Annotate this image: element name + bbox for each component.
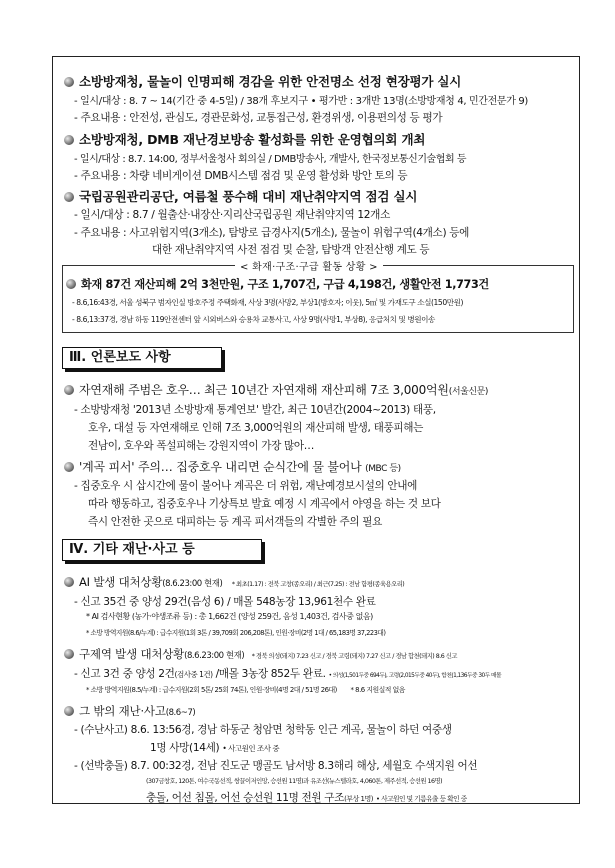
- sub-line: - 주요내용 : 사고위험지역(3개소), 탐방로 급경사지(5개소), 물놀이 위험구역(4개소) 등에: [74, 227, 470, 239]
- sub-line: - 주요내용 : 안전성, 관심도, 경관문화성, 교통접근성, 환경위생, 이용편의성 등 평가: [74, 112, 443, 124]
- sub-line: * 소방 방역지원(8.5/누계) : 급수지원(2회 5톤/ 25회 74톤), 인원·장비(4명 2대 / 51명 26대) * 8.6 지원실적 없음: [86, 686, 405, 694]
- sub-line: 즉시 안전한 곳으로 대피하는 등 계곡 피서객들의 각별한 주의 필요: [88, 516, 383, 528]
- fmd-response-status: 구제역 발생 대처상황(8.6.23:00 현재) * 경북 의성(돼지) 7.23 신고 / 경북 고령(돼지) 7.27 신고 / 경남 합천(돼지) 8.6 신고: [64, 646, 457, 662]
- bullet-safety-spot-evaluation: 소방방재청, 물놀이 인명피해 경감을 위한 안전명소 선정 현장평가 실시: [64, 72, 461, 90]
- bullet-icon: [64, 385, 74, 395]
- rescue-line: - 8.6,16:43경, 서울 성북구 범자인실 방호주정 주택화재, 사상 3명(사망2, 부상1(방호자; 이웃), 5㎡ 및 가재도구 소실(150만원): [72, 298, 463, 307]
- sub-line: - 소방방재청 '2013년 소방방재 통계연보' 발간, 최근 10년간(2004~2013) 태풍,: [74, 404, 436, 416]
- news-item-natural-disaster: 자연재해 주범은 호우… 최근 10년간 자연재해 재산피해 7조 3,000억원(서울신문): [64, 381, 488, 398]
- sub-line: - 일시/대상 : 8.7. 14:00, 정부서울청사 회의실 / DMB방송사, 개발사, 한국정보통신기술협회 등: [74, 154, 467, 165]
- sub-line: 충돌, 어선 침몰, 어선 승선원 11명 전원 구조(부상 1명) • 사고원인 및 기름유출 등 확인 중: [146, 792, 467, 804]
- bullet-dmb-council: 소방방재청, DMB 재난경보방송 활성화를 위한 운영협의회 개최: [64, 130, 425, 148]
- sub-line: - (수난사고) 8.6. 13:56경, 경남 하동군 청암면 청학동 인근 계곡, 물놀이 하던 여중생: [74, 724, 452, 736]
- sub-line: 전남이, 호우와 폭설피해는 강원지역이 가장 많아…: [88, 440, 315, 452]
- sub-line: * 소방 방역지원(8.6/누계) : 급수지원(1회 3톤 / 39,709회 206,208톤), 인원·장비(2명 1대 / 65,183명 37,223대): [86, 629, 386, 637]
- rescue-line: - 8.6,13:37경, 경남 하동 119안전센터 앞 시외버스와 승용차 교통사고, 사상 9명(사망1, 부상8), 응급처치 및 병원이송: [72, 315, 435, 324]
- sub-line: 따라 행동하고, 집중호우나 기상특보 발효 예정 시 계곡에서 야영을 하는 것 보다: [88, 498, 441, 510]
- sub-line: - (선박충돌) 8.7. 00:32경, 전남 진도군 맹골도 남서방 8.3해리 해상, 세월호 수색지원 어선: [74, 760, 478, 772]
- sub-line: 1명 사망(14세) • 사고원인 조사 중: [150, 742, 280, 754]
- sub-line: 호우, 대설 등 자연재해로 인해 7조 3,000억원의 재산피해 발생, 태풍피해는: [88, 422, 424, 434]
- sub-line: (307금창호, 120톤, 여수국동선적, 쌍끌이저인망, 승선원 11명)과 유조선(뉴스텔라호, 4,060톤, 제주선적, 승선원 16명): [146, 778, 443, 785]
- bullet-icon: [64, 135, 74, 145]
- rescue-box-title: < 화재·구조·구급 활동 상황 >: [235, 258, 383, 273]
- news-item-valley-warning: '계곡 피서' 주의… 집중호우 내리면 순식간에 물 불어나 (MBC 등): [64, 458, 401, 475]
- bullet-icon: [64, 577, 74, 587]
- bullet-icon: [64, 77, 74, 87]
- ai-response-status: AI 발생 대처상황(8.6.23:00 현재) * 최초(1.17) : 전북 고창(종오리) / 최근(7.25) : 전남 함평(종육용오리): [64, 574, 404, 590]
- section-header-media: Ⅲ. 언론보도 사항: [62, 347, 222, 369]
- other-incidents: 그 밖의 재난·사고(8.6~7): [64, 703, 195, 719]
- bullet-icon: [64, 462, 74, 472]
- section-header-other-disasters: Ⅳ. 기타 재난·사고 등: [62, 539, 262, 561]
- sub-line: * AI 검사현황 (농가·야생조류 등) : 총 1,662건 (양성 259건, 음성 1,403건, 검사중 없음): [86, 612, 373, 621]
- bullet-icon: [64, 649, 74, 659]
- sub-line: - 신고 3건 중 양성 2건(검사중 1건) /매몰 3농장 852두 완료. • 의성(1,501두중 694두), 고령(2,015두중 40두), 합천(1,136두중 30두 매몰: [74, 668, 502, 680]
- sub-line: - 일시/대상 : 8. 7 ~ 14(기간 중 4-5일) / 38개 후보지구 • 평가반 : 3개반 13명(소방방재청 4, 민간전문가 9): [74, 96, 528, 107]
- rescue-headline: 화재 87건 재산피해 2억 3천만원, 구조 1,707건, 구급 4,198건, 생활안전 1,773건: [66, 276, 489, 292]
- sub-line: - 주요내용 : 차량 네비게이션 DMB시스템 점검 및 운영 활성화 방안 토의 등: [74, 170, 408, 182]
- bullet-icon: [66, 279, 76, 289]
- sub-line: - 일시/대상 : 8.7 / 월출산·내장산·지리산국립공원 재난취약지역 12개소: [74, 209, 390, 221]
- sub-line: 대한 재난취약지역 사전 점검 및 순찰, 탐방객 안전산행 계도 등: [152, 244, 430, 256]
- sub-line: - 집중호우 시 삽시간에 물이 불어나 계곡은 더 위험, 재난예경보시설의 안내에: [74, 480, 418, 492]
- bullet-icon: [64, 706, 74, 716]
- bullet-icon: [64, 192, 74, 202]
- bullet-national-park-inspection: 국립공원관리공단, 여름철 풍수해 대비 재난취약지역 점검 실시: [64, 187, 417, 205]
- sub-line: - 신고 35건 중 양성 29건(음성 6) / 매몰 548농장 13,961천수 완료: [74, 596, 376, 608]
